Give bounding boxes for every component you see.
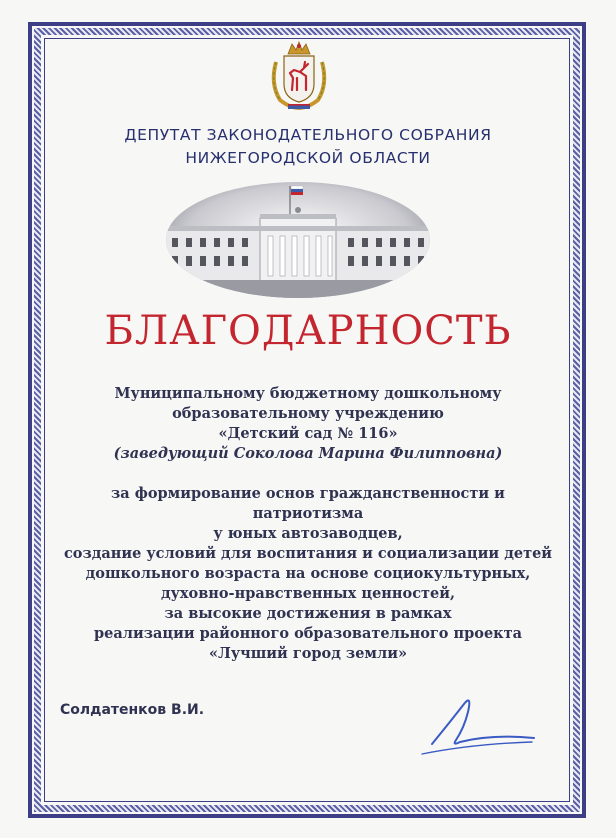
recipient-line-1: Муниципальному бюджетному дошкольному [114,385,502,402]
legislative-building-illustration [164,180,432,300]
reason-line: создание условий для воспитания и социализации детей [63,545,553,562]
reason-line: у юных автозаводцев, [213,525,403,542]
reason-line: «Лучший город земли» [208,645,408,662]
issuer-line-1: ДЕПУТАТ ЗАКОНОДАТЕЛЬНОГО СОБРАНИЯ [124,126,492,144]
recipient-line-4: (заведующий Соколова Марина Филипповна) [113,445,503,462]
issuer-line-2: НИЖЕГОРОДСКОЙ ОБЛАСТИ [185,149,431,167]
coat-of-arms-icon [266,40,332,112]
document-title: БЛАГОДАРНОСТЬ [104,308,512,354]
handwritten-signature [402,682,542,762]
recipient-line-2: образовательному учреждению [172,405,444,422]
reason-line: за формирование основ гражданственности и патриотизма [111,485,505,522]
reason-block [60,484,556,664]
reason-line: за высокие достижения в рамках [164,605,452,622]
signer-name: Солдатенков В.И. [60,702,205,718]
reason-line: дошкольного возраста на основе социокультурных, [85,565,531,582]
recipient-line-3: «Детский сад № 116» [218,425,398,442]
reason-line: реализации районного образовательного проекта [93,625,523,642]
recipient-block [60,384,556,464]
issuer-heading [60,124,556,170]
reason-line: духовно-нравственных ценностей, [160,585,456,602]
